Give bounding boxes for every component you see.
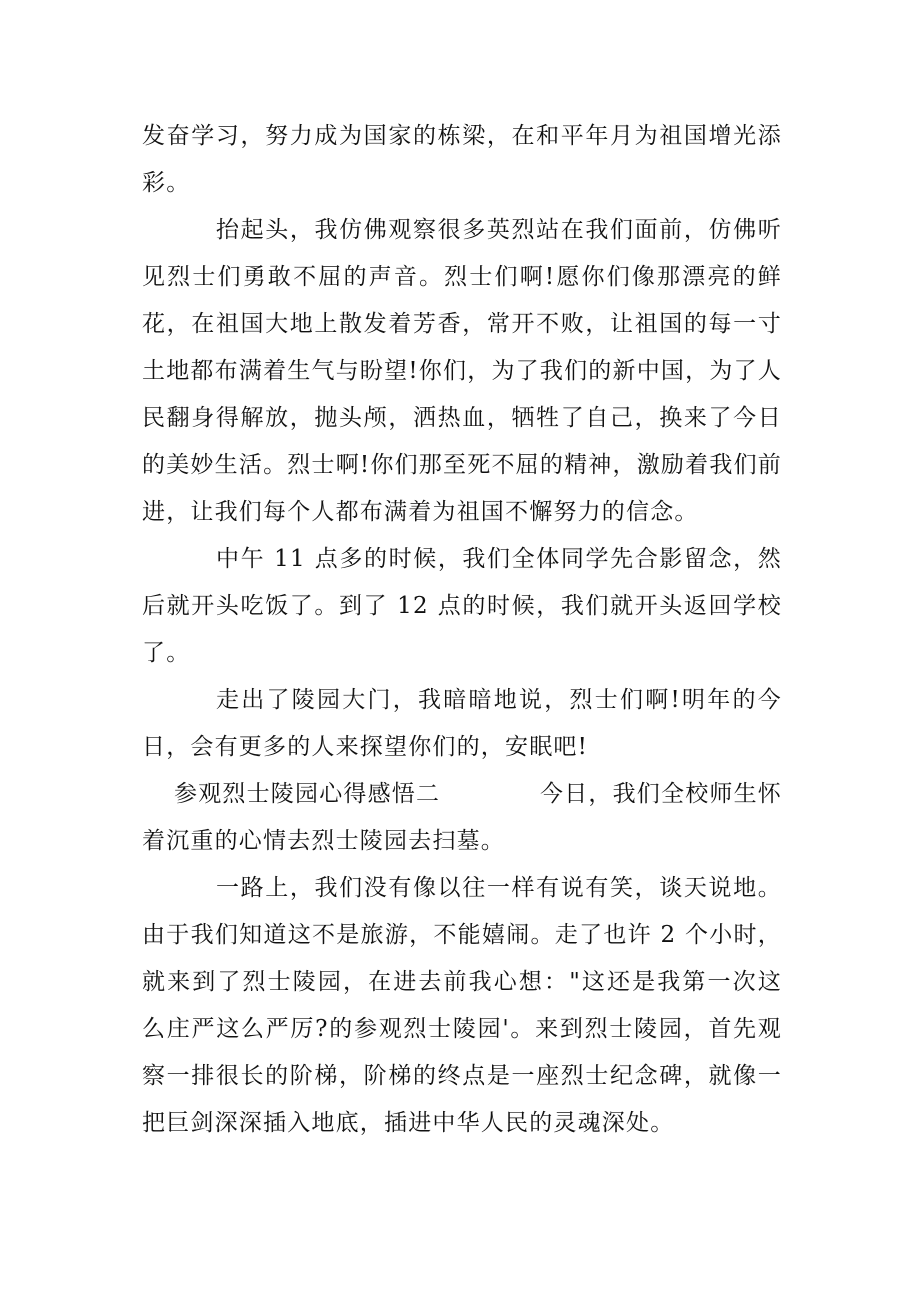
paragraph-3: 中午 11 点多的时候，我们全体同学先合影留念，然后就开头吃饭了。到了 12 点的时候，我们就开头返回学校了。 [142, 546, 782, 666]
paragraph-1: 发奋学习，努力成为国家的栋梁，在和平年月为祖国增光添彩。 [142, 123, 782, 196]
document-body [142, 113, 782, 1147]
section-continuation: 着沉重的心情去烈士陵园去扫墓。 [142, 828, 505, 854]
paragraph-2: 抬起头，我仿佛观察很多英烈站在我们面前，仿佛听见烈士们勇敢不屈的声音。烈士们啊!愿你们像那漂亮的鲜花，在祖国大地上散发着芳香，常开不败，让祖国的每一寸土地都布满着生气与盼望!你们，为了我们的新中国，为了人民翻身得解放，抛头颅，洒热血，牺牲了自己，换来了今日的美妙生活。烈士啊!你们那至死不屈的精神，激励着我们前进，让我们每个人都布满着为祖国不懈努力的信念。 [142, 217, 782, 525]
paragraph-5: 一路上，我们没有像以往一样有说有笑，谈天说地。由于我们知道这不是旅游，不能嬉闹。走了也许 2 个小时，就来到了烈士陵园，在进去前我心想："这还是我第一次这么庄严这么严厉?的参观烈士陵园'。来到烈士陵园，首先观察一排很长的阶梯，阶梯的终点是一座烈士纪念碑，就像一把巨剑深深插入地底，插进中华人民的灵魂深处。 [142, 875, 782, 1136]
section-heading: 参观烈士陵园心得感悟二 [174, 781, 441, 807]
section-first-line-text: 今日，我们全校师生怀 [540, 781, 782, 807]
section-heading-line [174, 771, 782, 818]
paragraph-4: 走出了陵园大门，我暗暗地说，烈士们啊!明年的今日，会有更多的人来探望你们的，安眠吧! [142, 687, 782, 760]
